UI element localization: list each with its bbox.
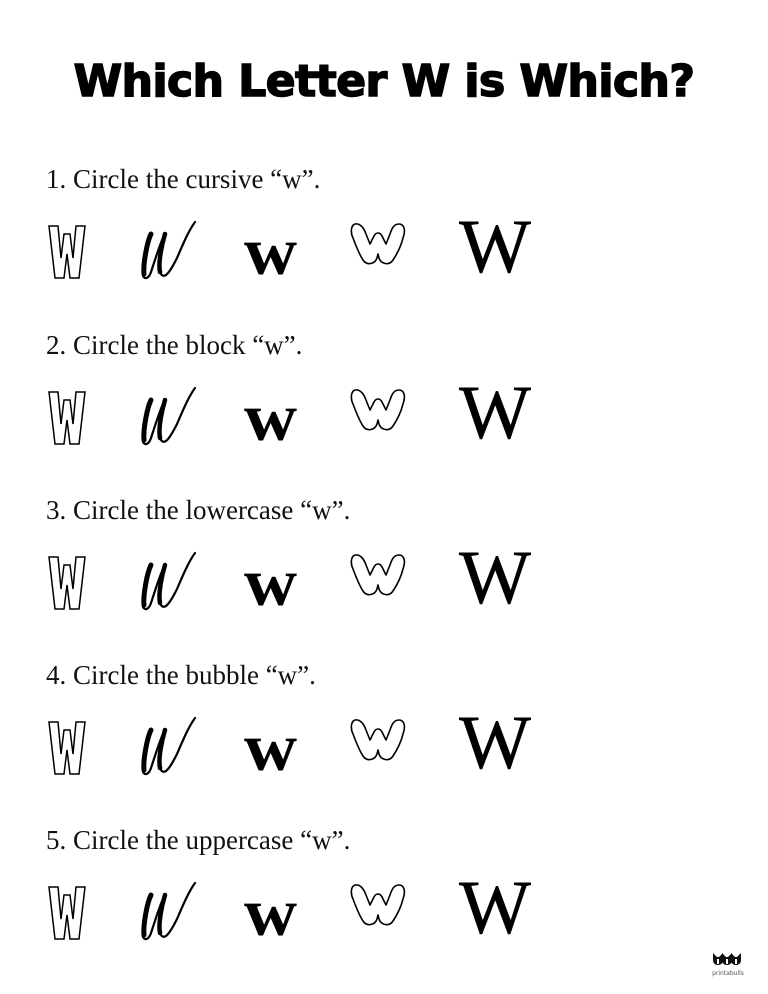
option-outline-w[interactable] (46, 861, 88, 941)
option-serif-lowercase-w[interactable] (240, 366, 302, 455)
option-bubble-w[interactable] (348, 531, 408, 611)
serif-uppercase-w-glyph: W (459, 205, 531, 289)
option-serif-lowercase-w[interactable] (240, 861, 302, 950)
worksheet-title: Which Letter W is Which? (73, 56, 695, 107)
outline-w-icon (47, 390, 87, 446)
serif-lowercase-w-glyph: w (244, 874, 298, 950)
bubble-w-icon (349, 881, 407, 927)
question-3 (0, 493, 768, 658)
outline-w-icon (47, 885, 87, 941)
outline-w-icon (47, 720, 87, 776)
question-prompt: 4. Circle the bubble “w”. (46, 660, 316, 690)
option-bubble-w[interactable] (348, 861, 408, 941)
letter-options (0, 861, 600, 950)
option-serif-uppercase-w[interactable] (455, 696, 535, 785)
question-prompt: 2. Circle the block “w”. (46, 330, 303, 360)
outline-w-icon (47, 224, 87, 280)
question-2 (0, 328, 768, 493)
option-outline-w[interactable] (46, 366, 88, 446)
question-prompt: 3. Circle the lowercase “w”. (46, 495, 351, 525)
option-serif-uppercase-w[interactable] (455, 531, 535, 620)
logo-text: printabulls (712, 970, 744, 977)
letter-options (0, 531, 600, 620)
question-prompt: 1. Circle the cursive “w”. (46, 164, 321, 194)
option-serif-uppercase-w[interactable] (455, 861, 535, 950)
serif-lowercase-w-glyph: w (244, 379, 298, 455)
serif-uppercase-w-glyph: W (459, 536, 531, 620)
option-cursive-w[interactable] (134, 696, 204, 776)
option-outline-w[interactable] (46, 200, 88, 280)
cursive-w-icon (137, 551, 201, 611)
serif-uppercase-w-glyph: W (459, 866, 531, 950)
question-4 (0, 658, 768, 823)
letter-options (0, 696, 600, 785)
serif-uppercase-w-glyph: W (459, 701, 531, 785)
serif-lowercase-w-glyph: w (244, 213, 298, 289)
option-bubble-w[interactable] (348, 696, 408, 776)
option-cursive-w[interactable] (134, 200, 204, 280)
option-bubble-w[interactable] (348, 200, 408, 280)
option-outline-w[interactable] (46, 696, 88, 776)
question-1 (0, 162, 768, 327)
bubble-w-icon (349, 220, 407, 266)
letter-options (0, 366, 600, 455)
option-serif-lowercase-w[interactable] (240, 200, 302, 289)
option-cursive-w[interactable] (134, 366, 204, 446)
option-bubble-w[interactable] (348, 366, 408, 446)
cursive-w-icon (137, 881, 201, 941)
option-cursive-w[interactable] (134, 531, 204, 611)
cursive-w-icon (137, 716, 201, 776)
option-serif-lowercase-w[interactable] (240, 531, 302, 620)
question-prompt: 5. Circle the uppercase “w”. (46, 825, 351, 855)
option-outline-w[interactable] (46, 531, 88, 611)
bubble-w-icon (349, 386, 407, 432)
outline-w-icon (47, 555, 87, 611)
option-cursive-w[interactable] (134, 861, 204, 941)
serif-lowercase-w-glyph: w (244, 544, 298, 620)
letter-options (0, 200, 600, 289)
bubble-w-icon (349, 716, 407, 762)
question-5 (0, 823, 768, 988)
serif-lowercase-w-glyph: w (244, 709, 298, 785)
bulldog-heads-icon (711, 952, 745, 966)
option-serif-uppercase-w[interactable] (455, 200, 535, 289)
printabulls-logo (706, 952, 750, 976)
cursive-w-icon (137, 220, 201, 280)
serif-uppercase-w-glyph: W (459, 371, 531, 455)
option-serif-lowercase-w[interactable] (240, 696, 302, 785)
option-serif-uppercase-w[interactable] (455, 366, 535, 455)
cursive-w-icon (137, 386, 201, 446)
bubble-w-icon (349, 551, 407, 597)
